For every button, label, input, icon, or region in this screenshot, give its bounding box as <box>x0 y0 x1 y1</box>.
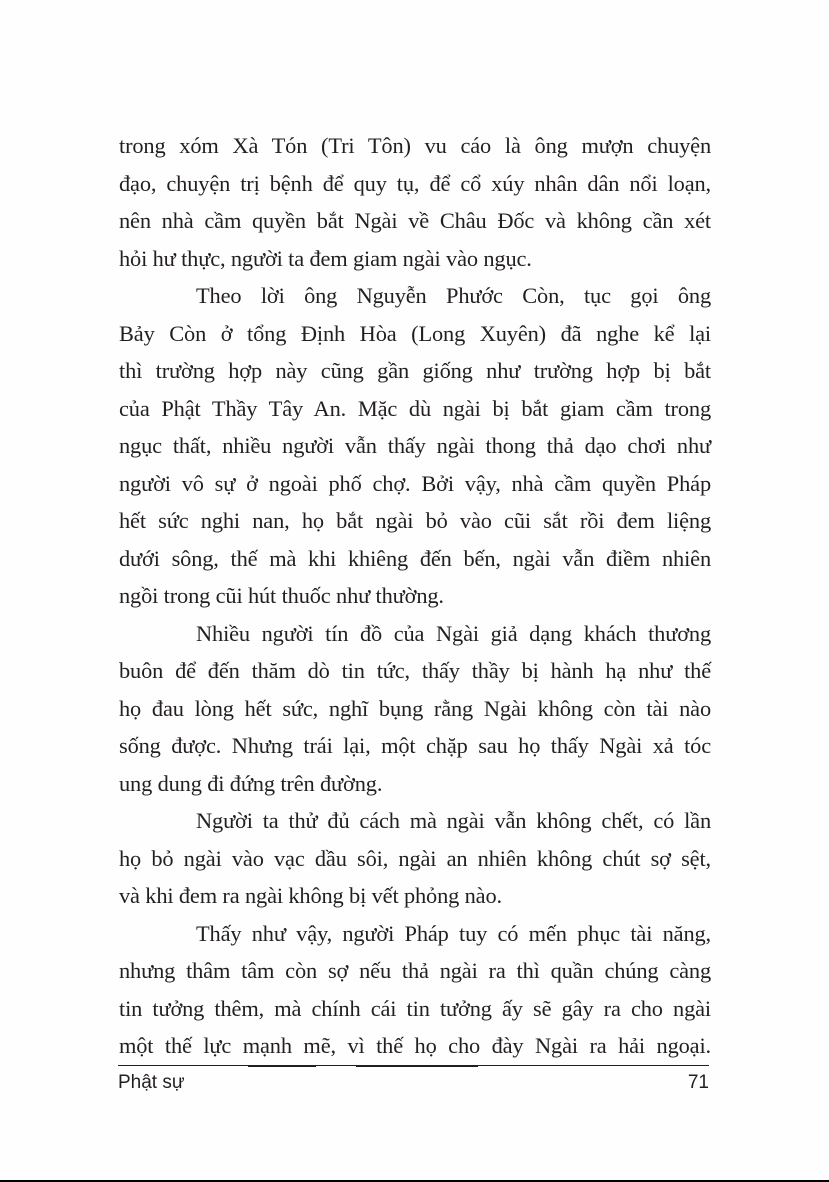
text-line: Thấy như vậy, người Pháp tuy có mến phục tài năng, <box>196 920 711 946</box>
text-line: ung dung đi đứng trên đường. <box>119 770 383 796</box>
text-line: đạo, chuyện trị bệnh để quy tụ, để cổ xúy nhân dân nổi loạn, <box>119 170 711 196</box>
text-line: người vô sự ở ngoài phố chợ. Bởi vậy, nhà cầm quyền Pháp <box>119 470 711 496</box>
paragraph <box>119 127 711 277</box>
text-line: trong xóm Xà Tón (Tri Tôn) vu cáo là ông mượn chuyện <box>119 133 711 158</box>
paragraph <box>119 615 711 803</box>
text-line: Bảy Còn ở tổng Định Hòa (Long Xuyên) đã nghe kể lại <box>119 320 711 346</box>
text-line: nên nhà cầm quyền bắt Ngài về Châu Đốc và không cần xét <box>119 208 711 233</box>
text-line: của Phật Thầy Tây An. Mặc dù ngài bị bắt giam cầm trong <box>119 395 711 421</box>
text-line: và khi đem ra ngài không bị vết phỏng nào. <box>119 883 502 908</box>
text-line: ngục thất, nhiều người vẫn thấy ngài thong thả dạo chơi như <box>119 433 711 458</box>
text-line: Theo lời ông Nguyễn Phước Còn, tục gọi ông <box>196 283 711 308</box>
footer-rule-accent <box>356 1065 478 1067</box>
paragraph <box>119 277 711 615</box>
text-line: buôn để đến thăm dò tin tức, thấy thầy bị hành hạ như thế <box>119 658 711 683</box>
text-line: hỏi hư thực, người ta đem giam ngài vào ngục. <box>119 245 532 271</box>
text-line: tin tưởng thêm, mà chính cái tin tưởng ấy sẽ gây ra cho ngài <box>119 995 711 1021</box>
text-line: sống được. Nhưng trái lại, một chặp sau họ thấy Ngài xả tóc <box>119 733 711 758</box>
text-line: thì trường hợp này cũng gần giống như trường hợp bị bắt <box>119 358 711 383</box>
text-line: họ đau lòng hết sức, nghĩ bụng rằng Ngài không còn tài nào <box>119 695 711 721</box>
text-line: ngồi trong cũi hút thuốc như thường. <box>119 583 444 608</box>
paragraph <box>119 915 711 1065</box>
paragraph <box>119 802 711 915</box>
running-title: Phật sự <box>118 1072 185 1093</box>
text-line: Người ta thử đủ cách mà ngài vẫn không chết, có lần <box>196 808 711 833</box>
text-line: nhưng thâm tâm còn sợ nếu thả ngài ra thì quần chúng càng <box>119 958 711 983</box>
text-line: hết sức nghi nan, họ bắt ngài bỏ vào cũi sắt rồi đem liệng <box>119 508 711 533</box>
text-line: một thế lực mạnh mẽ, vì thế họ cho đày Ngài ra hải ngoại. <box>119 1033 711 1058</box>
text-line: Nhiều người tín đồ của Ngài giả dạng khách thương <box>196 620 711 646</box>
page-number: 71 <box>687 1072 709 1093</box>
text-line: họ bỏ ngài vào vạc dầu sôi, ngài an nhiên không chút sợ sệt, <box>119 845 711 871</box>
footer-rule-accent <box>248 1065 316 1067</box>
body-text <box>119 127 711 1065</box>
text-line: dưới sông, thế mà khi khiêng đến bến, ngài vẫn điềm nhiên <box>119 545 711 571</box>
